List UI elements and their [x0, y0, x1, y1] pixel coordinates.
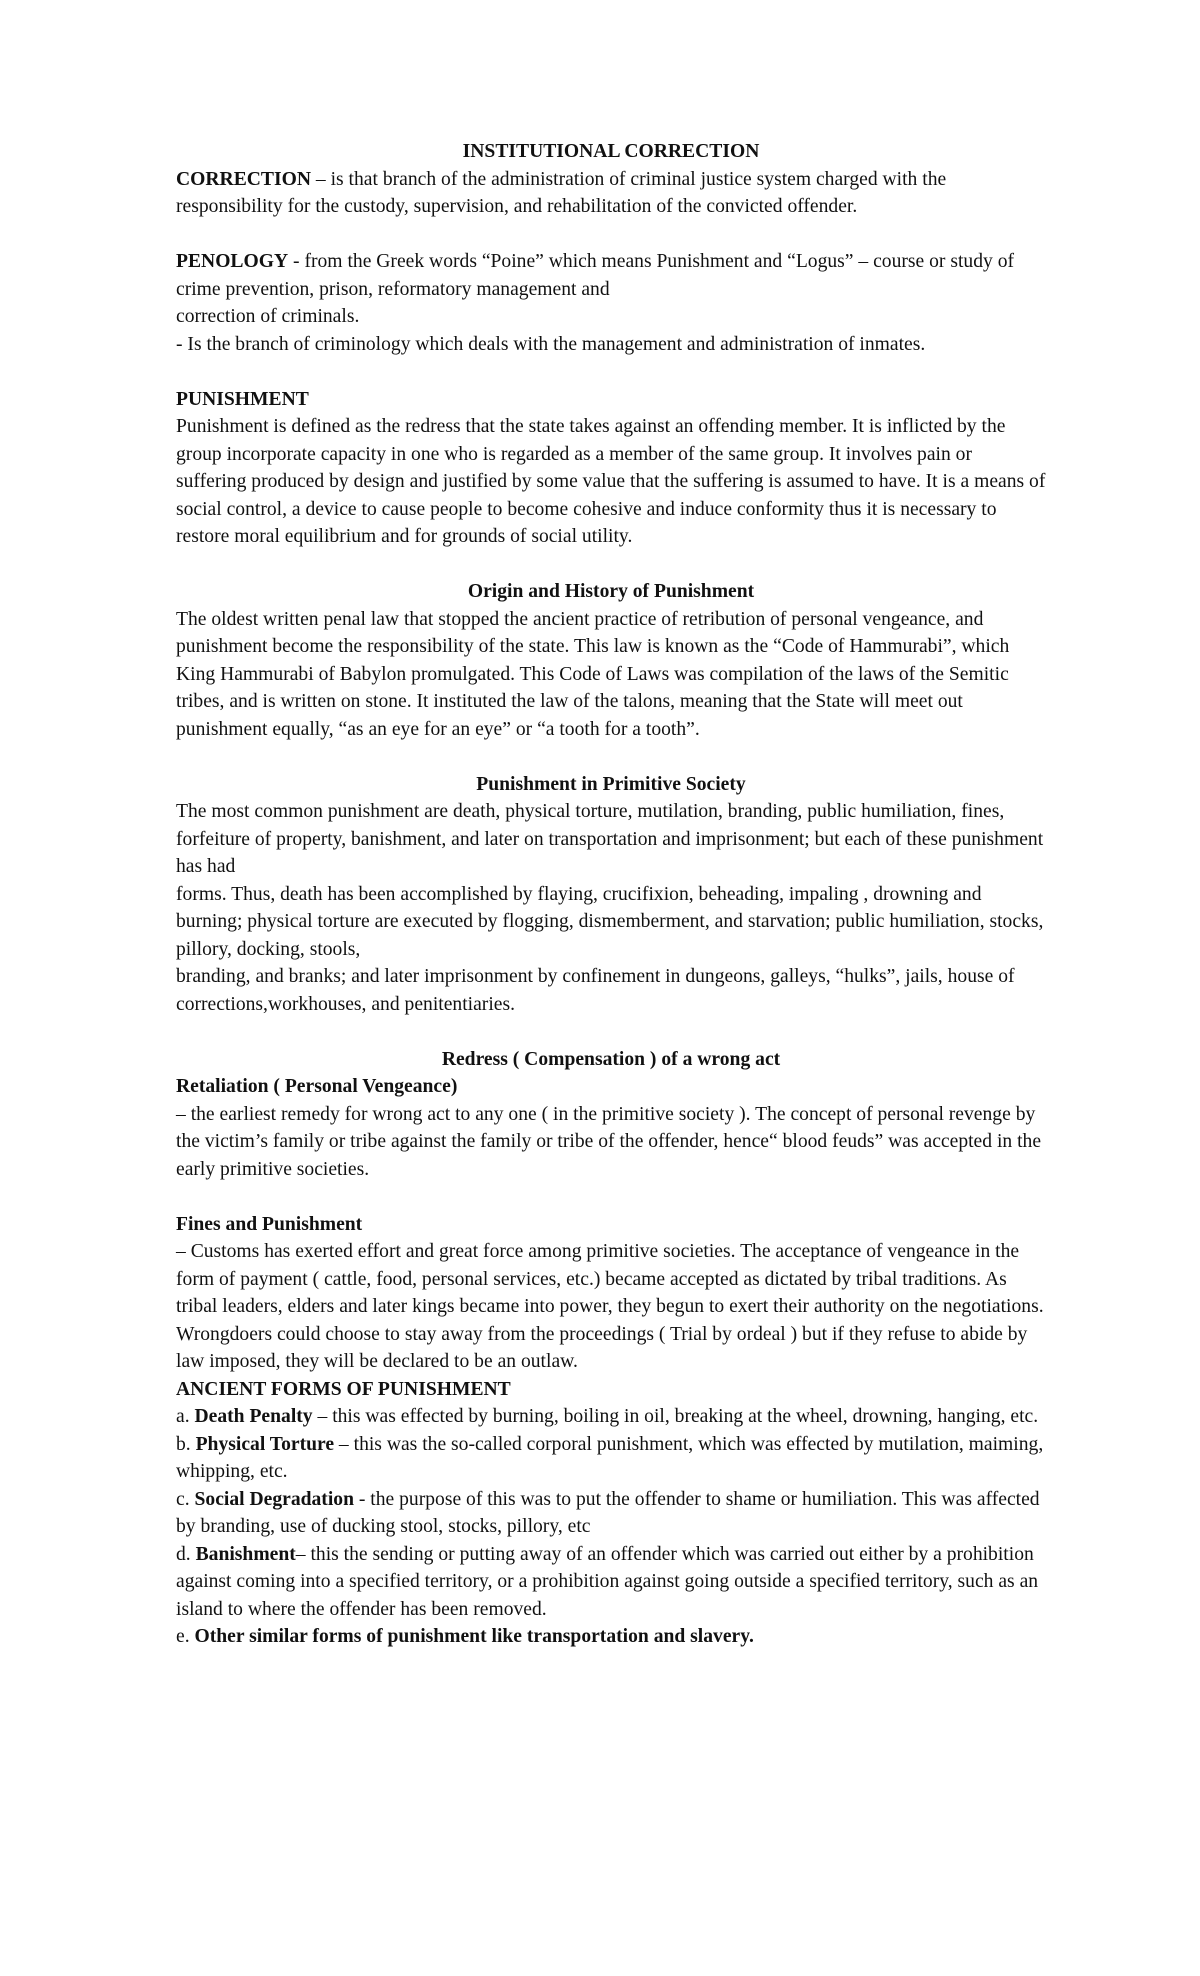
document-title: INSTITUTIONAL CORRECTION — [462, 141, 760, 162]
penology-definition-2: - Is the branch of criminology which deals with the management and administration of inmates. — [176, 333, 926, 355]
retaliation-heading: Retaliation ( Personal Vengeance) — [176, 1076, 458, 1097]
ancient-item-term: Physical Torture — [195, 1433, 335, 1455]
ancient-item-text: – this was the so-called corporal punishment, which was effected by mutilation, maiming, whipping, etc. — [176, 1433, 1044, 1482]
retaliation-paragraph: – the earliest remedy for wrong act to any one ( in the primitive society ). The concept of personal revenge by the victim’s family or tribe against the family or tribe of the offender, hence“ blood feuds” was accepted in the early primitive societies. — [176, 1103, 1042, 1180]
primitive-heading: Punishment in Primitive Society — [476, 773, 746, 795]
ancient-item — [176, 1403, 1046, 1431]
penology-definition: - from the Greek words “Poine” which means Punishment and “Logus” – course or study of crime prevention, prison, reformatory management and — [176, 251, 1015, 300]
correction-paragraph — [176, 166, 1046, 221]
penology-term: PENOLOGY — [176, 251, 289, 272]
punishment-paragraph: Punishment is defined as the redress that the state takes against an offending member. It is inflicted by the group incorporate capacity in one who is regarded as a member of the same group. It involves pain or suffering produced by design and justified by some value that the suffering is assumed to have. It is a means of social control, a device to cause people to become cohesive and induce conformity thus it is necessary to restore moral equilibrium and for grounds of social utility. — [176, 416, 1046, 547]
primitive-paragraph-3: branding, and branks; and later imprisonment by confinement in dungeons, galleys, “hulks”, jails, house of corrections,workhouses, and penitentiaries. — [176, 966, 1015, 1015]
correction-definition: – is that branch of the administration of criminal justice system charged with the responsibility for the custody, supervision, and rehabilitation of the convicted offender. — [176, 168, 947, 217]
ancient-heading: ANCIENT FORMS OF PUNISHMENT — [176, 1378, 511, 1400]
ancient-item-term: Social Degradation — [194, 1488, 354, 1510]
ancient-item-text: – this was effected by burning, boiling in oil, breaking at the wheel, drowning, hanging, etc. — [312, 1406, 1039, 1427]
ancient-item — [176, 1431, 1046, 1486]
ancient-item-letter: b. — [176, 1433, 196, 1455]
ancient-item — [176, 1623, 1046, 1651]
ancient-item-text: – this the sending or putting away of an offender which was carried out either by a prohibition against coming into a specified territory, or a prohibition against going outside a specified territory, such as an island to where the offender has been removed. — [176, 1543, 1039, 1620]
ancient-item-letter: d. — [176, 1543, 196, 1565]
penology-definition-cont: correction of criminals. — [176, 306, 360, 327]
ancient-item-text: - the purpose of this was to put the offender to shame or humiliation. This was affected by branding, use of ducking stool, stocks, pillory, etc — [176, 1488, 1040, 1537]
ancient-item-term: Banishment — [195, 1543, 296, 1565]
ancient-item-term: Other similar forms of punishment like transportation and slavery. — [194, 1626, 754, 1647]
ancient-item-letter: c. — [176, 1488, 195, 1510]
fines-heading: Fines and Punishment — [176, 1213, 363, 1235]
primitive-paragraph-2: forms. Thus, death has been accomplished by flaying, crucifixion, beheading, impaling , drowning and burning; physical torture are executed by flogging, dismemberment, and starvation; public humiliation, stocks, pillory, docking, stools, — [176, 883, 1044, 960]
primitive-paragraph-1: The most common punishment are death, physical torture, mutilation, branding, public humiliation, fines, forfeiture of property, banishment, and later on transportation and imprisonment; but each of these punishment has had — [176, 801, 1044, 877]
origin-heading: Origin and History of Punishment — [467, 581, 755, 602]
document-page — [176, 138, 1046, 1651]
origin-paragraph: The oldest written penal law that stopped the ancient practice of retribution of personal vengeance, and punishment become the responsibility of the state. This law is known as the “Code of Hammurabi”, which King Hammurabi of Babylon promulgated. This Code of Laws was compilation of the laws of the Semitic tribes, and is written on stone. It instituted the law of the talons, meaning that the State will meet out punishment equally, “as an eye for an eye” or “a tooth for a tooth”. — [176, 608, 1010, 740]
ancient-item-term: Death Penalty — [194, 1406, 313, 1427]
ancient-item-letter: a. — [176, 1406, 195, 1427]
ancient-item — [176, 1486, 1046, 1541]
ancient-item — [176, 1541, 1046, 1624]
redress-heading: Redress ( Compensation ) of a wrong act — [441, 1048, 781, 1070]
punishment-heading: PUNISHMENT — [176, 388, 309, 410]
correction-term: CORRECTION — [176, 168, 311, 190]
fines-paragraph: – Customs has exerted effort and great force among primitive societies. The acceptance of vengeance in the form of payment ( cattle, food, personal services, etc.) became accepted as dictated by tribal traditions. As tribal leaders, elders and later kings became into power, they begun to exert their authority on the negotiations. Wrongdoers could choose to stay away from the proceedings ( Trial by ordeal ) but if they refuse to abide by law imposed, they will be declared to be an outlaw. — [176, 1241, 1044, 1372]
ancient-item-letter: e. — [176, 1626, 195, 1647]
penology-paragraph — [176, 248, 1046, 303]
